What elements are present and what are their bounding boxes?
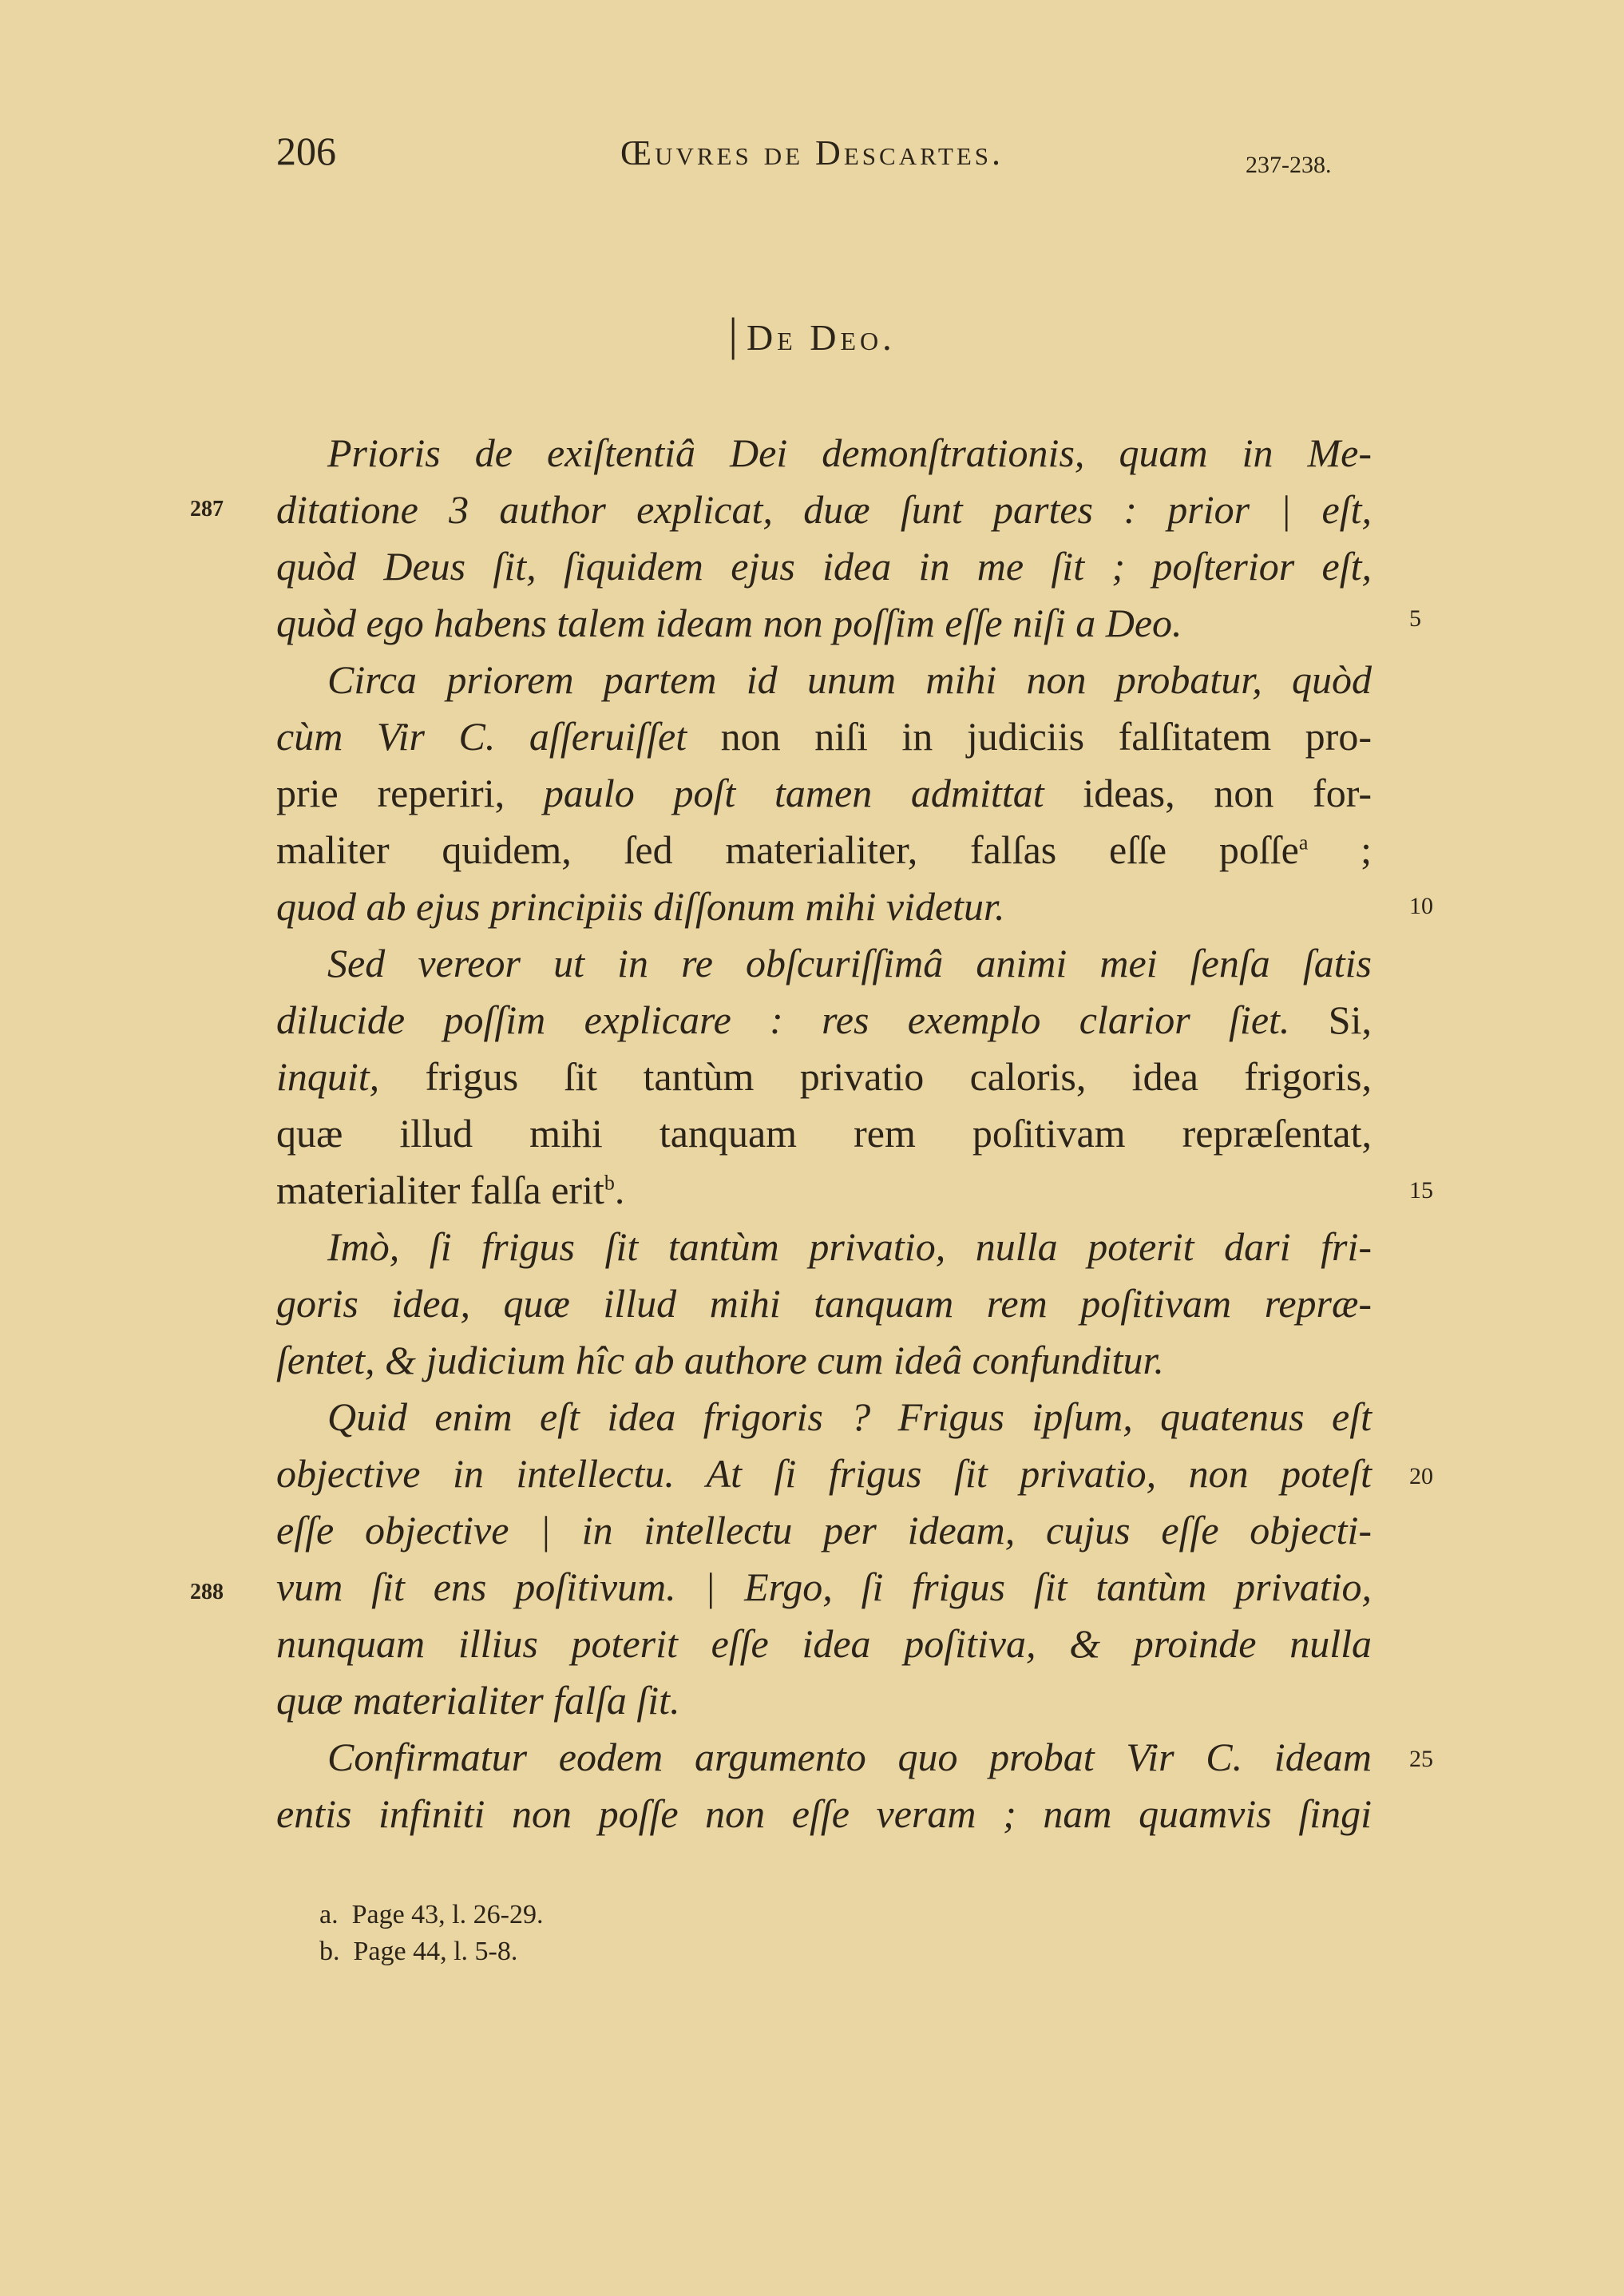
text-line: [276, 1786, 1372, 1842]
text-segment: objective in intellectu. At ſi frigus ſit privatio, non poteſt: [276, 1451, 1372, 1496]
text-segment: Confirmatur eodem argumento quo probat Vir C. ideam: [327, 1735, 1372, 1779]
text-line: [276, 708, 1372, 765]
text-segment: ;: [1308, 827, 1372, 872]
text-segment: quæ illud mihi tanquam rem poſitivam repræſentat,: [276, 1111, 1372, 1156]
text-segment: vum ſit ens poſitivum. | Ergo, ſi frigus ſit tantùm privatio,: [276, 1564, 1372, 1609]
text-line: [276, 1275, 1372, 1332]
text-segment: ditatione 3 author explicat, duæ ſunt partes : prior | eſt,: [276, 487, 1372, 532]
text-line: [276, 878, 1372, 935]
text-line: [276, 652, 1372, 708]
text-segment: Si,: [1289, 997, 1372, 1042]
text-line: [276, 425, 1372, 482]
text-line: [276, 1219, 1372, 1275]
text-segment: Prioris de exiſtentiâ Dei demonſtrationis, quam in Me-: [327, 430, 1372, 475]
text-line: [276, 595, 1372, 652]
line-number: 15: [1409, 1177, 1433, 1204]
text-segment: inquit,: [276, 1054, 380, 1099]
margin-page-number: 287: [190, 497, 224, 521]
text-segment: frigus ſit tantùm privatio caloris, idea frigoris,: [379, 1054, 1372, 1099]
text-segment: quod ab ejus principiis diſſonum mihi videtur.: [276, 884, 1005, 929]
page-range: 237-238.: [1246, 152, 1332, 178]
body-text: [276, 425, 1372, 1842]
text-segment: ideas, non for-: [1044, 771, 1372, 815]
text-segment: paulo poſt tamen admittat: [543, 771, 1044, 815]
page-number: 206: [276, 129, 336, 173]
text-segment: Quid enim eſt idea frigoris ? Frigus ipſum, quatenus eſt: [327, 1394, 1372, 1439]
page-header: [0, 128, 1624, 192]
text-segment: cùm Vir C. aſſeruiſſet: [276, 714, 687, 759]
text-segment: goris idea, quæ illud mihi tanquam rem poſitivam repræ-: [276, 1281, 1372, 1326]
text-line: [276, 1332, 1372, 1389]
text-segment: entis infiniti non poſſe non eſſe veram ; nam quamvis ſingi: [276, 1791, 1372, 1836]
text-line: [276, 482, 1372, 538]
text-segment: Circa priorem partem id unum mihi non probatur, quòd: [327, 657, 1372, 702]
text-line: [276, 822, 1372, 878]
text-segment: prie reperiri,: [276, 771, 544, 815]
text-line: [276, 1162, 1372, 1219]
text-line: [276, 1049, 1372, 1105]
text-line: [276, 1729, 1372, 1786]
line-number: 25: [1409, 1746, 1433, 1772]
line-number: 10: [1409, 893, 1433, 919]
footnote: a. Page 43, l. 26-29.: [319, 1900, 544, 1929]
margin-page-number: 288: [190, 1580, 224, 1604]
text-line: [276, 1389, 1372, 1445]
line-number: 5: [1409, 605, 1421, 632]
text-segment: .: [614, 1168, 625, 1212]
section-title: [0, 307, 1624, 361]
text-segment: non niſi in judiciis falſitatem pro-: [687, 714, 1372, 759]
text-segment: materialiter falſa erit: [276, 1168, 604, 1212]
text-line: [276, 1672, 1372, 1729]
text-line: [276, 1105, 1372, 1162]
text-segment: Sed vereor ut in re obſcuriſſimâ animi mei ſenſa ſatis: [327, 941, 1372, 985]
section-title-text: De Deo.: [746, 317, 896, 358]
text-segment: dilucide poſſim explicare : res exemplo clarior ſiet.: [276, 997, 1290, 1042]
text-line: [276, 1616, 1372, 1672]
footnotes: [319, 1897, 543, 1970]
text-segment: maliter quidem, ſed materialiter, falſas eſſe poſſe: [276, 827, 1299, 872]
text-line: [276, 935, 1372, 992]
text-line: [276, 992, 1372, 1049]
text-segment: quæ materialiter falſa ſit.: [276, 1678, 680, 1723]
text-segment: eſſe objective | in intellectu per ideam, cujus eſſe objecti-: [276, 1508, 1372, 1552]
text-segment: nunquam illius poterit eſſe idea poſitiva, & proinde nulla: [276, 1621, 1372, 1666]
running-title: Œuvres de Descartes.: [620, 133, 1004, 172]
text-line: [276, 538, 1372, 595]
section-marker: |: [728, 308, 742, 360]
footnote: b. Page 44, l. 5-8.: [319, 1937, 518, 1966]
text-line: [276, 1502, 1372, 1559]
text-line: [276, 765, 1372, 822]
text-line: [276, 1559, 1372, 1616]
line-number: 20: [1409, 1463, 1433, 1489]
text-segment: quòd Deus ſit, ſiquidem ejus idea in me ſit ; poſterior eſt,: [276, 544, 1372, 589]
footnote-ref: b: [604, 1171, 615, 1195]
text-segment: ſentet, & judicium hîc ab authore cum ideâ confunditur.: [276, 1338, 1164, 1382]
text-line: [276, 1445, 1372, 1502]
text-segment: quòd ego habens talem ideam non poſſim eſſe niſi a Deo.: [276, 601, 1182, 645]
footnote-ref: a: [1298, 831, 1309, 855]
text-segment: Imò, ſi frigus ſit tantùm privatio, nulla poterit dari fri-: [327, 1224, 1372, 1269]
